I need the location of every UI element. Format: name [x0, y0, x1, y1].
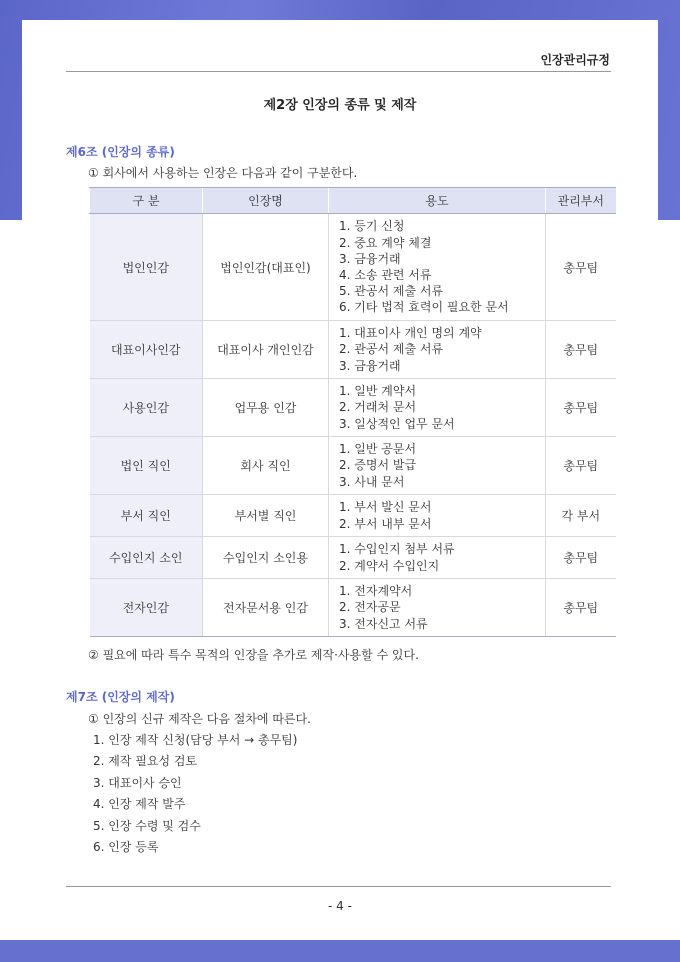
column-header-seal-name: 인장명 — [203, 188, 329, 214]
cell-kind: 부서 직인 — [90, 495, 203, 537]
cell-kind: 법인 직인 — [90, 437, 203, 495]
seal-types-table — [89, 187, 616, 637]
cell-department: 총무팀 — [546, 537, 616, 579]
cell-usage — [329, 379, 546, 437]
cell-department: 총무팀 — [546, 437, 616, 495]
cell-usage — [329, 321, 546, 379]
usage-line: 1. 일반 공문서 — [339, 442, 417, 457]
cell-usage — [329, 495, 546, 537]
usage-line: 1. 대표이사 개인 명의 계약 — [339, 326, 482, 341]
cell-seal-name: 업무용 인감 — [203, 379, 329, 437]
table-row — [90, 537, 616, 579]
cell-kind: 전자인감 — [90, 579, 203, 637]
procedure-step: 3. 대표이사 승인 — [93, 776, 182, 790]
cell-usage — [329, 579, 546, 637]
table-header-row — [90, 188, 616, 214]
background-band-bottom — [0, 940, 680, 962]
usage-line: 3. 금융거래 — [339, 251, 401, 266]
usage-line: 2. 부서 내부 문서 — [339, 516, 432, 531]
chapter-title: 제2장 인장의 종류 및 제작 — [263, 98, 417, 113]
procedure-step: 4. 인장 제작 발주 — [93, 797, 186, 811]
procedure-step: 6. 인장 등록 — [93, 840, 159, 854]
table-row — [90, 579, 616, 637]
cell-seal-name: 부서별 직인 — [203, 495, 329, 537]
article-7-paragraph-1: ① 인장의 신규 제작은 다음 절차에 따른다. — [88, 712, 311, 726]
cell-usage — [329, 214, 546, 321]
usage-line: 4. 소송 관련 서류 — [339, 268, 432, 282]
cell-department: 총무팀 — [546, 214, 616, 321]
usage-line: 1. 일반 계약서 — [339, 384, 417, 399]
procedure-step: 2. 제작 필요성 검토 — [93, 754, 198, 768]
cell-department: 총무팀 — [546, 379, 616, 437]
usage-line: 1. 전자계약서 — [339, 584, 413, 599]
header-divider — [66, 71, 611, 72]
procedure-step: 5. 인장 수령 및 검수 — [93, 819, 201, 833]
article-6-paragraph-1: ① 회사에서 사용하는 인장은 다음과 같이 구분한다. — [88, 166, 358, 180]
usage-line: 5. 관공서 제출 서류 — [339, 284, 444, 299]
usage-line: 6. 기타 법적 효력이 필요한 문서 — [339, 300, 509, 315]
usage-line: 2. 중요 계약 체결 — [339, 235, 432, 250]
cell-kind: 대표이사인감 — [90, 321, 203, 379]
usage-line: 2. 증명서 발급 — [339, 458, 417, 473]
cell-department: 각 부서 — [546, 495, 616, 537]
cell-seal-name: 법인인감(대표인) — [203, 214, 329, 321]
column-header-usage: 용도 — [329, 188, 546, 214]
column-header-kind: 구 분 — [90, 188, 203, 214]
article-6-paragraph-2: ② 필요에 따라 특수 목적의 인장을 추가로 제작·사용할 수 있다. — [88, 648, 419, 662]
usage-line: 3. 전자신고 서류 — [339, 616, 428, 631]
cell-department: 총무팀 — [546, 321, 616, 379]
cell-seal-name: 전자문서용 인감 — [203, 579, 329, 637]
usage-line: 1. 등기 신청 — [339, 219, 405, 234]
usage-line: 3. 일상적인 업무 문서 — [339, 416, 455, 431]
document-title: 인장관리규정 — [540, 53, 610, 67]
usage-line: 2. 전자공문 — [339, 600, 401, 615]
usage-line: 2. 관공서 제출 서류 — [339, 342, 444, 357]
usage-line: 1. 부서 발신 문서 — [339, 500, 432, 515]
usage-line: 2. 계약서 수입인지 — [339, 558, 440, 573]
procedure-step: 1. 인장 제작 신청(담당 부서 → 총무팀) — [93, 733, 298, 747]
usage-line: 1. 수입인지 첨부 서류 — [339, 542, 455, 557]
table-row — [90, 495, 616, 537]
usage-line: 3. 사내 문서 — [339, 474, 405, 489]
article-7-title: 제7조 (인장의 제작) — [66, 690, 175, 704]
usage-line: 3. 금융거래 — [339, 358, 401, 373]
cell-usage — [329, 537, 546, 579]
page-number: - 4 - — [328, 899, 352, 913]
article-6-title: 제6조 (인장의 종류) — [66, 145, 175, 159]
cell-seal-name: 회사 직인 — [203, 437, 329, 495]
cell-kind: 법인인감 — [90, 214, 203, 321]
footer-divider — [66, 886, 611, 887]
cell-usage — [329, 437, 546, 495]
cell-kind: 수입인지 소인 — [90, 537, 203, 579]
cell-seal-name: 수입인지 소인용 — [203, 537, 329, 579]
table-row — [90, 437, 616, 495]
table-row — [90, 379, 616, 437]
table-row — [90, 214, 616, 321]
usage-line: 2. 거래처 문서 — [339, 400, 417, 415]
table-row — [90, 321, 616, 379]
column-header-department: 관리부서 — [546, 188, 616, 214]
cell-kind: 사용인감 — [90, 379, 203, 437]
cell-seal-name: 대표이사 개인인감 — [203, 321, 329, 379]
cell-department: 총무팀 — [546, 579, 616, 637]
